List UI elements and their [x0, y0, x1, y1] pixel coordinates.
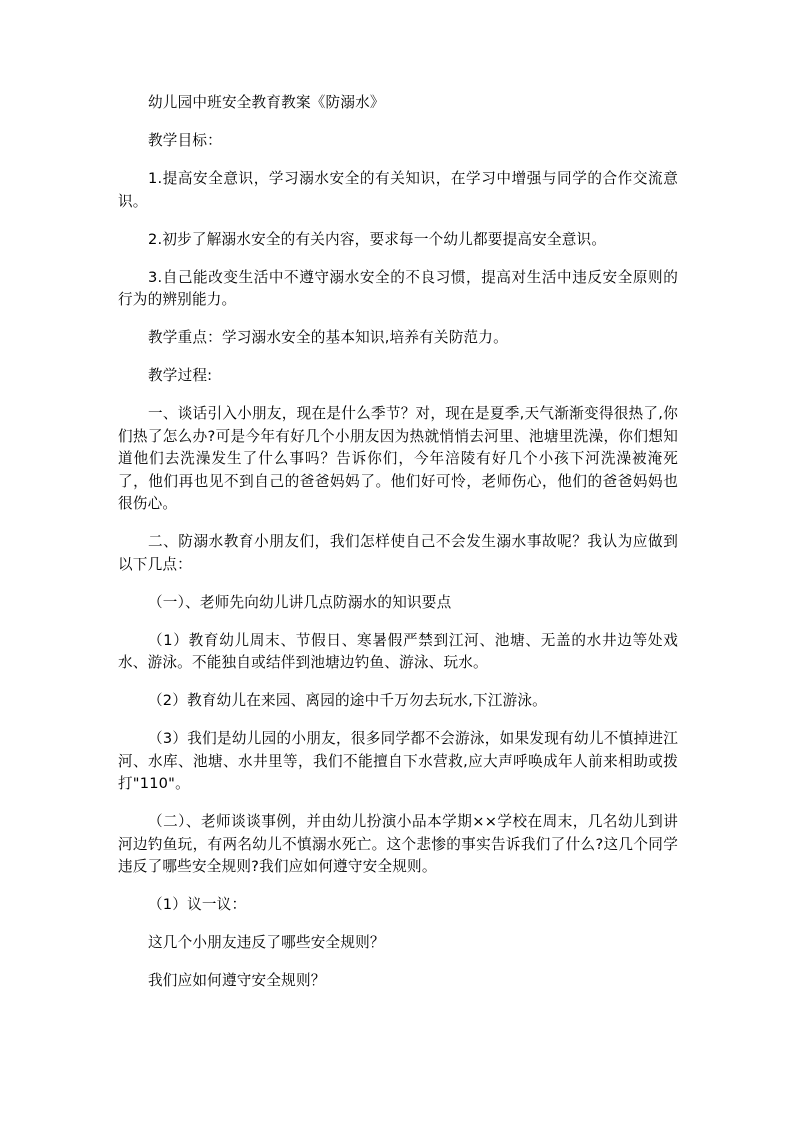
goal-item-2: 2.初步了解溺水安全的有关内容，要求每一个幼儿都要提高安全意识。 — [148, 230, 607, 248]
process-section-2: 二、防溺水教育小朋友们，我们怎样使自己不会发生溺水事故呢？我认为应做到以下几点： — [118, 533, 678, 573]
process-section-1: 一、谈话引入小朋友，现在是什么季节？对，现在是夏季,天气渐渐变得很热了,你们热了怎么办?可是今年有好几个小朋友因为热就悄悄去河里、池塘里洗澡，你们想知道他们去洗澡发生了什么事吗？告诉你们，今年涪陵有好几个小孩下河洗澡被淹死了，他们再也见不到自己的爸爸妈妈了。他们好可怜，老师伤心，他们的爸爸妈妈也很伤心。 — [118, 405, 678, 512]
subsection-case-discussion: （二）、老师谈谈事例，并由幼儿扮演小品本学期××学校在周末，几名幼儿到讲河边钓鱼玩，有两名幼儿不慎溺水死亡。这个悲惨的事实告诉我们了什么?这几个同学违反了哪些安全规则?我们应如何遵守安全规则。 — [118, 813, 678, 875]
goal-item-3: 3.自己能改变生活中不遵守溺水安全的不良习惯，提高对生活中违反安全原则的行为的辨别能力。 — [118, 268, 678, 308]
heading-teaching-process: 教学过程: — [148, 367, 213, 384]
discussion-heading: （1）议一议： — [148, 896, 247, 913]
knowledge-point-3: （3）我们是幼儿园的小朋友，很多同学都不会游泳，如果发现有幼儿不慎掉进江河、水库、池塘、水井里等，我们不能擅自下水营救,应大声呼唤成年人前来相助或拨打"110"。 — [118, 730, 678, 792]
discussion-question-2: 我们应如何遵守安全规则？ — [148, 972, 326, 989]
teaching-focus: 教学重点：学习溺水安全的基本知识,培养有关防范力。 — [148, 329, 508, 346]
document-title: 幼儿园中班安全教育教案《防溺水》 — [148, 94, 385, 111]
heading-teaching-goals: 教学目标： — [148, 132, 222, 149]
subsection-knowledge-points: （一）、老师先向幼儿讲几点防溺水的知识要点 — [148, 593, 452, 611]
document-body — [118, 92, 678, 1008]
knowledge-point-2: （2）教育幼儿在来园、离园的途中千万勿去玩水,下江游泳。 — [148, 692, 547, 709]
goal-item-1: 1.提高安全意识，学习溺水安全的有关知识，在学习中增强与同学的合作交流意识。 — [118, 170, 678, 210]
discussion-question-1: 这几个小朋友违反了哪些安全规则？ — [148, 934, 385, 951]
knowledge-point-1: （1）教育幼儿周末、节假日、寒暑假严禁到江河、池塘、无盖的水井边等处戏水、游泳。不能独自或结伴到池塘边钓鱼、游泳、玩水。 — [118, 631, 678, 671]
